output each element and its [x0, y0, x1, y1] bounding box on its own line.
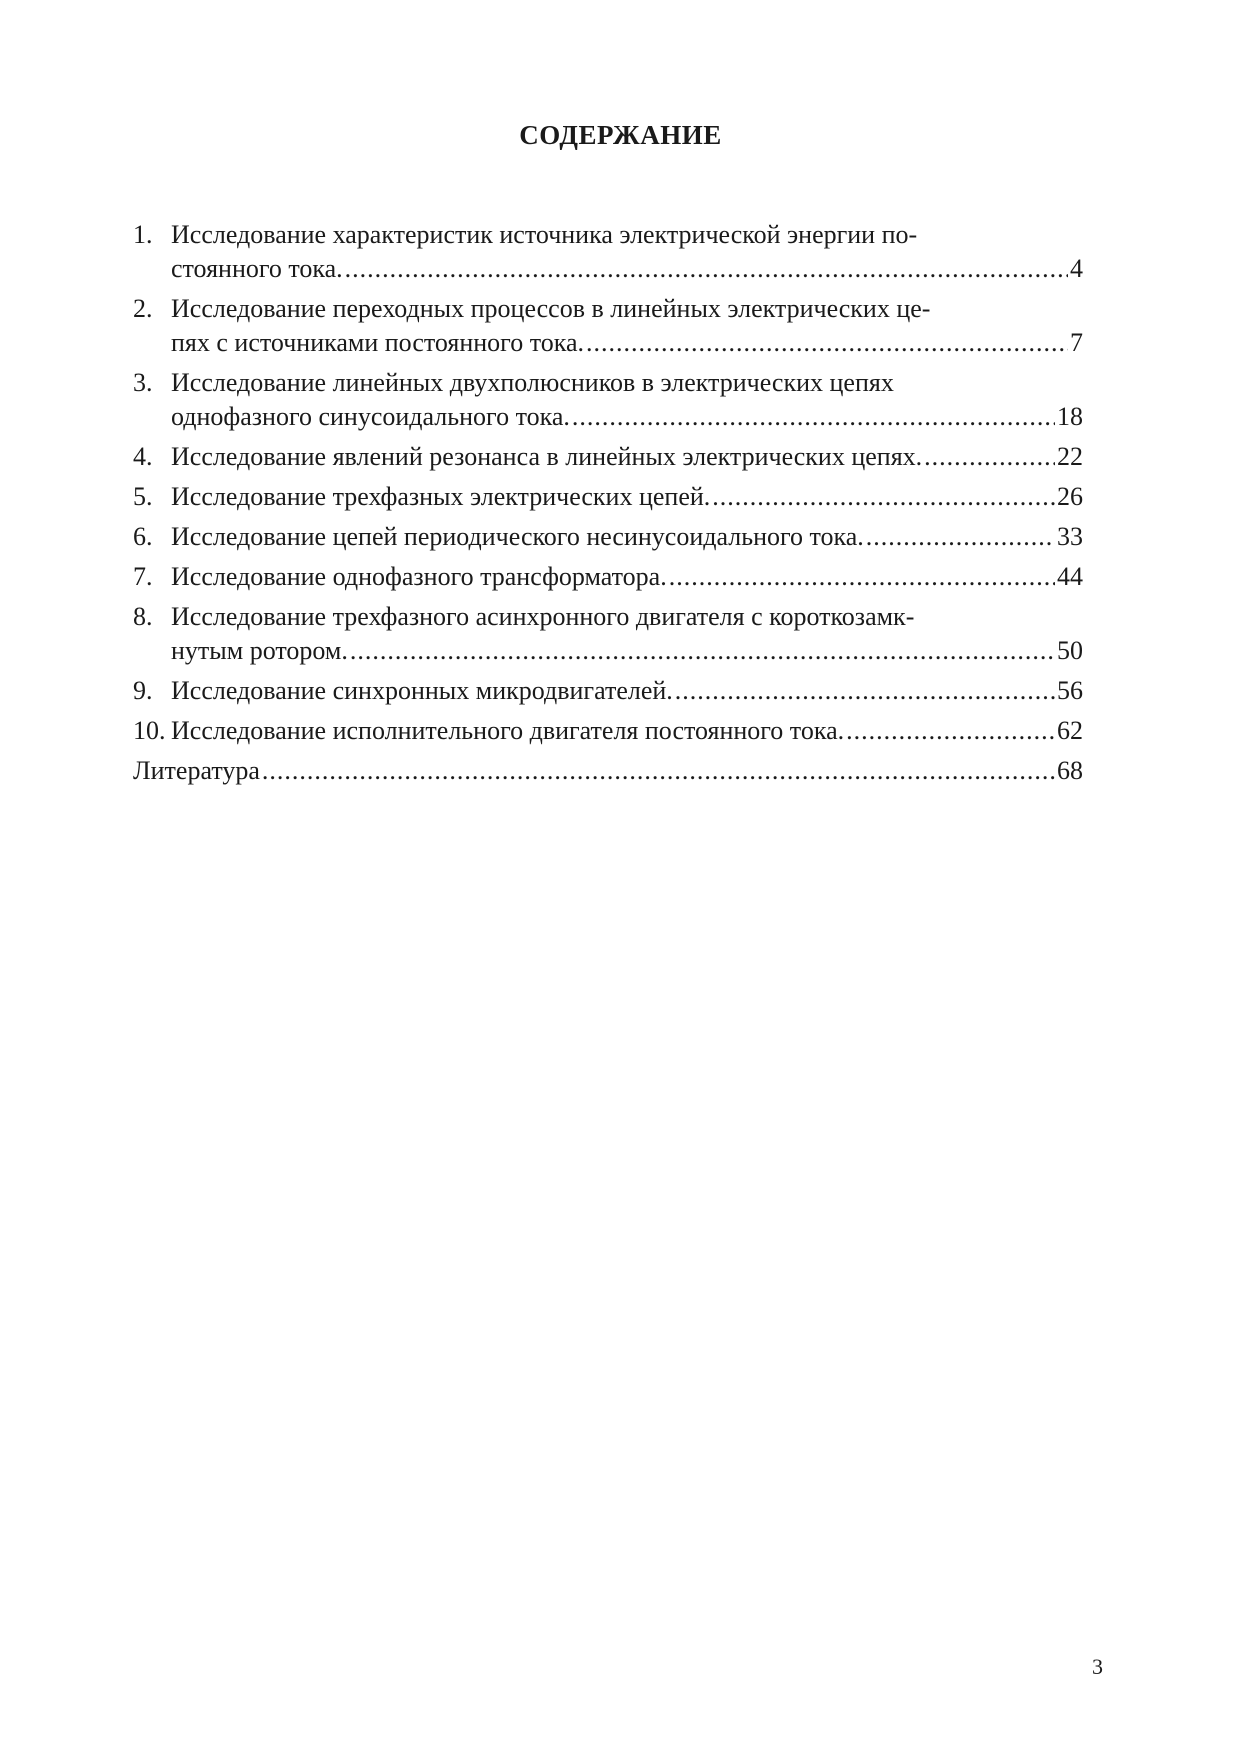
- entry-title-line: Исследование цепей периодического несинусоидального тока.: [171, 522, 864, 551]
- dot-leader: [846, 714, 1055, 748]
- dot-leader: [586, 326, 1068, 360]
- entry-title-line: Исследование синхронных микродвигателей.: [171, 676, 673, 705]
- toc-entry-10[interactable]: [133, 714, 1083, 748]
- entry-number: 6.: [133, 522, 153, 551]
- toc-entry-6[interactable]: [133, 520, 1083, 554]
- entry-page-number: 56: [1057, 676, 1083, 705]
- entry-title-line: Литература: [133, 756, 260, 785]
- entry-page-number: 7: [1070, 328, 1083, 357]
- entry-page-number: 26: [1057, 482, 1083, 511]
- entry-title-line: стоянного тока.: [171, 254, 343, 283]
- entry-number: 2.: [133, 294, 153, 323]
- dot-leader: [712, 480, 1055, 514]
- page-number: 3: [1092, 1654, 1103, 1679]
- dot-leader: [262, 754, 1055, 788]
- entry-title-line: Исследование переходных процессов в линейных электрических це-: [171, 294, 931, 323]
- entry-title-line: Исследование трехфазного асинхронного двигателя с короткозамк-: [171, 602, 915, 631]
- dot-leader: [924, 440, 1055, 474]
- entry-page-number: 4: [1070, 254, 1083, 283]
- entry-number: 1.: [133, 220, 153, 249]
- dot-leader: [669, 560, 1055, 594]
- entry-title-line: Исследование трехфазных электрических цепей.: [171, 482, 711, 511]
- dot-leader: [675, 674, 1055, 708]
- entry-title-line: Исследование характеристик источника электрической энергии по-: [171, 220, 918, 249]
- entry-number: 7.: [133, 562, 153, 591]
- toc-entry-9[interactable]: [133, 674, 1083, 708]
- entry-page-number: 68: [1057, 756, 1083, 785]
- entry-page-number: 22: [1057, 442, 1083, 471]
- dot-leader: [572, 400, 1055, 434]
- dot-leader: [866, 520, 1055, 554]
- entry-title-line: Исследование исполнительного двигателя постоянного тока.: [171, 716, 845, 745]
- entry-number: 10.: [133, 716, 166, 745]
- toc-entry-4[interactable]: [133, 440, 1083, 474]
- entry-number: 3.: [133, 368, 153, 397]
- entry-page-number: 62: [1057, 716, 1083, 745]
- toc-entry-5[interactable]: [133, 480, 1083, 514]
- entry-page-number: 18: [1057, 402, 1083, 431]
- entry-title-line: нутым ротором.: [171, 636, 348, 665]
- entry-page-number: 44: [1057, 562, 1083, 591]
- toc-entry-3[interactable]: [133, 366, 1083, 434]
- entry-title-line: Исследование линейных двухполюсников в электрических цепях: [171, 368, 894, 397]
- entry-title-line: однофазного синусоидального тока.: [171, 402, 570, 431]
- entry-title-line: Исследование однофазного трансформатора.: [171, 562, 667, 591]
- page-title: СОДЕРЖАНИЕ: [519, 120, 722, 150]
- entry-page-number: 50: [1057, 636, 1083, 665]
- toc-entry-8[interactable]: [133, 600, 1083, 668]
- toc-entry-2[interactable]: [133, 292, 1083, 360]
- entry-number: 9.: [133, 676, 153, 705]
- entry-title-line: Исследование явлений резонанса в линейных электрических цепях.: [171, 442, 923, 471]
- entry-number: 4.: [133, 442, 153, 471]
- entry-page-number: 33: [1057, 522, 1083, 551]
- entry-title-line: пях с источниками постоянного тока.: [171, 328, 584, 357]
- dot-leader: [345, 252, 1068, 286]
- toc-entry-7[interactable]: [133, 560, 1083, 594]
- dot-leader: [350, 634, 1055, 668]
- entry-number: 8.: [133, 602, 153, 631]
- table-of-contents: [133, 218, 1083, 794]
- toc-entry-references[interactable]: [133, 754, 1083, 788]
- entry-number: 5.: [133, 482, 153, 511]
- toc-entry-1[interactable]: [133, 218, 1083, 286]
